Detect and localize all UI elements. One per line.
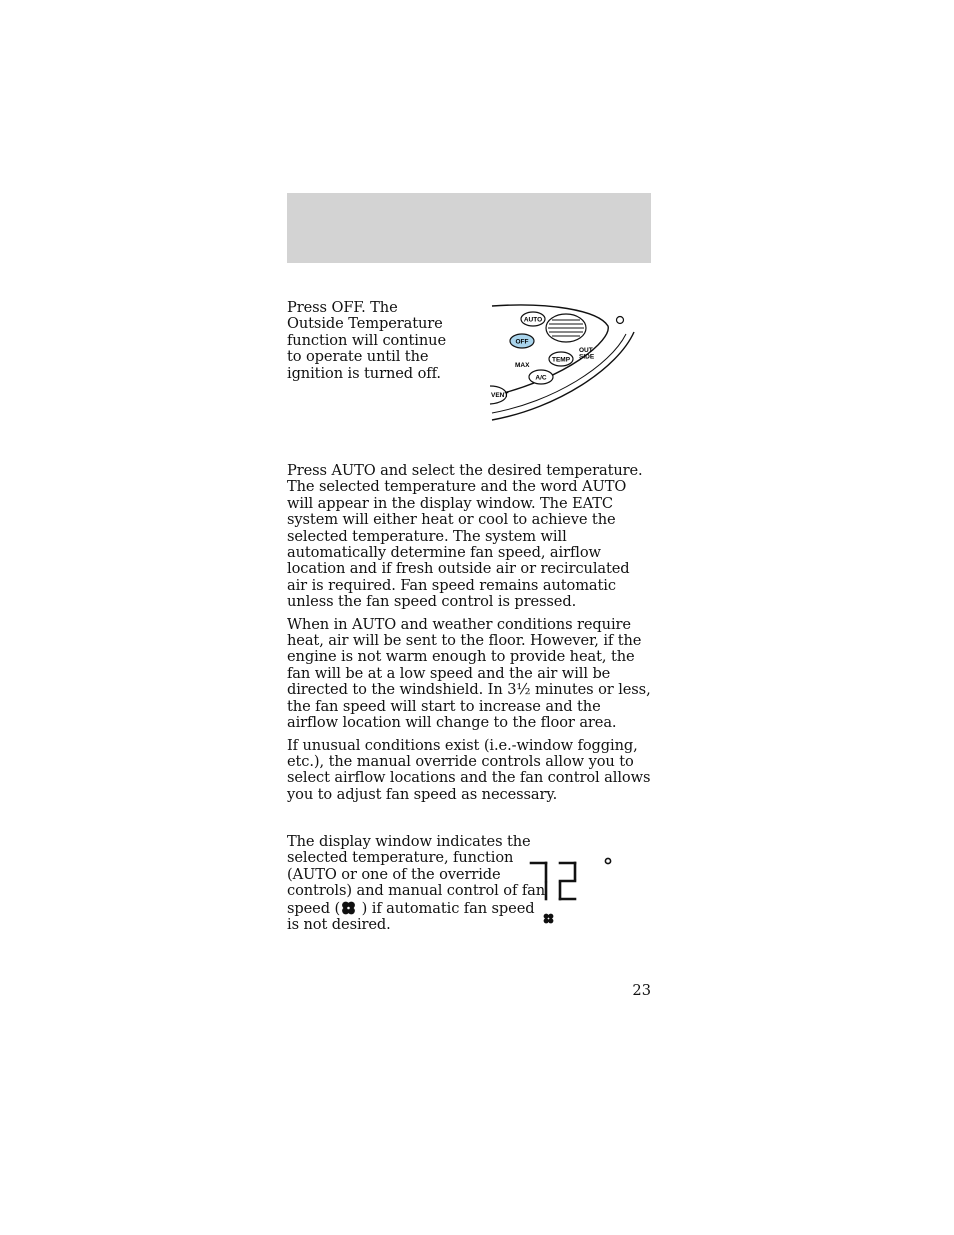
display-window-text [287, 834, 547, 933]
auto-paragraph-2: When in AUTO and weather conditions require heat, air will be sent to the floor. However, if the engine is not warm enough to provide heat, the fan will be at a low speed and the air will be directed to the windshield. In 3½ minutes or less, the fan speed will start to increase and the airflow location will change to the floor area. [287, 615, 651, 732]
ac-button-label: A/C [535, 374, 547, 382]
panel-inner-edge [492, 334, 626, 413]
display-text-after-icon: ) if automatic fan speed is not desired. [287, 899, 535, 934]
ac-button[interactable] [529, 370, 553, 384]
section-header-band [287, 193, 651, 263]
display-window [546, 314, 586, 342]
outside-button-label-line1[interactable]: OUT [579, 347, 593, 354]
auto-button[interactable] [521, 312, 545, 326]
digit-two [560, 863, 575, 899]
temperature-display-illustration [520, 850, 620, 930]
display-fan-icon [544, 914, 554, 924]
display-text-before-icon: The display window indicates the selected temperature, function (AUTO or one of the override controls) and manual control of fan speed ( [287, 833, 546, 917]
max-label: MAX [515, 362, 530, 369]
auto-paragraph-3: If unusual conditions exist (i.e.-window fogging, etc.), the manual override controls allow you to select airflow locations and the fan control allows you to adjust fan speed as necessary. [287, 736, 651, 803]
temp-button-label: TEMP [551, 356, 571, 364]
fan-icon [340, 900, 357, 916]
vent-button-label: VENT [491, 392, 509, 399]
digit-seven [531, 863, 546, 899]
off-instruction-text: Press OFF. The Outside Temperature function will continue to operate until the ignition is turned off. [287, 299, 446, 382]
page-number: 23 [632, 982, 651, 999]
auto-section-body [287, 463, 653, 809]
vent-button[interactable] [490, 386, 508, 404]
auto-button-label: AUTO [523, 316, 543, 324]
indicator-light-icon [617, 317, 624, 324]
off-button[interactable] [510, 334, 534, 348]
degree-symbol [605, 858, 610, 863]
off-button-label: OFF [515, 338, 529, 346]
auto-paragraph-1: Press AUTO and select the desired temperature. The selected temperature and the word AUTO will appear in the display window. The EATC system will either heat or cool to achieve the selected temperature. The system will automatically determine fan speed, airflow location and if fresh outside air or recirculated air is required. Fan speed remains automatic unless the fan speed control is pressed. [287, 462, 643, 611]
temperature-readout [531, 863, 575, 899]
outside-button-label-line2[interactable]: SIDE [579, 353, 595, 361]
climate-control-panel-illustration [488, 298, 638, 426]
temp-button[interactable] [549, 352, 573, 366]
